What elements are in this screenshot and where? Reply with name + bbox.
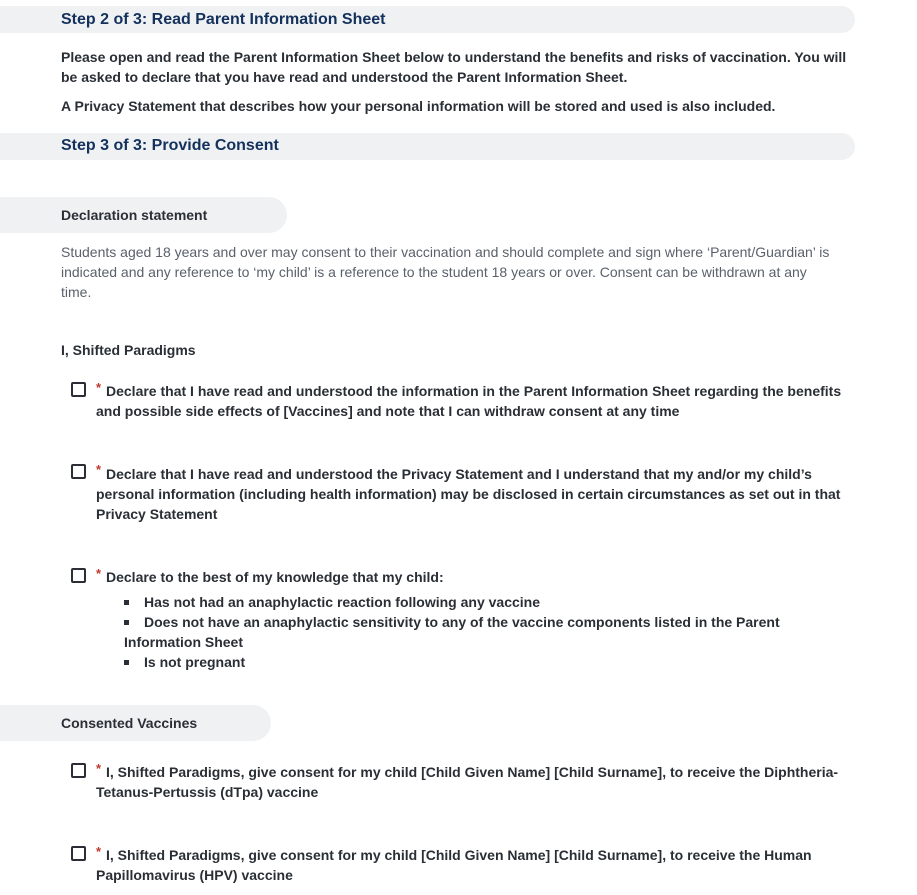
declaration-checkbox-1[interactable]	[71, 382, 86, 397]
required-asterisk: *	[96, 566, 102, 581]
child-conditions-list	[124, 592, 849, 672]
list-item: Is not pregnant	[124, 652, 849, 672]
declaration-heading: Declaration statement	[61, 207, 208, 223]
step3-title: Step 3 of 3: Provide Consent	[61, 137, 279, 154]
vaccines-heading: Consented Vaccines	[61, 715, 198, 731]
vaccine-label-dtpa: I, Shifted Paradigms, give consent for my child [Child Given Name] [Child Surname], to receive the Diphtheria-Tetanus-Pertussis (dTpa) vaccine	[96, 764, 839, 800]
declaration-checkbox-3[interactable]	[71, 568, 86, 583]
bullet-icon	[124, 620, 129, 625]
bullet-icon	[124, 660, 129, 665]
declaration-note: Students aged 18 years and over may consent to their vaccination and should complete and sign where ‘Parent/Guardian’ is indicated and any reference to ‘my child’ is a reference to the student 18 years or over. Consent can be withdrawn at any time.	[61, 244, 830, 300]
vaccine-checkbox-hpv[interactable]	[71, 846, 86, 861]
declaration-checkbox-2[interactable]	[71, 464, 86, 479]
vaccine-checkbox-dtpa[interactable]	[71, 763, 86, 778]
declaration-label-3: Declare to the best of my knowledge that my child:	[106, 569, 444, 585]
required-asterisk: *	[96, 761, 102, 776]
list-item: Does not have an anaphylactic sensitivity to any of the vaccine components listed in the Parent	[124, 612, 849, 632]
step2-instructions: Please open and read the Parent Information Sheet below to understand the benefits and risks of vaccination. You will be asked to declare that you have read and understood the Parent Information Sheet.	[61, 49, 847, 85]
step2-title: Step 2 of 3: Read Parent Information Sheet	[61, 11, 386, 28]
list-item: Has not had an anaphylactic reaction following any vaccine	[124, 592, 849, 612]
required-asterisk: *	[96, 844, 102, 859]
bullet-icon	[124, 600, 129, 605]
declaration-label-2: Declare that I have read and understood the Privacy Statement and I understand that my and/or my child’s personal information (including health information) may be disclosed in certain circumstances as set out in that Privacy Statement	[96, 466, 841, 522]
step2-privacy-note: A Privacy Statement that describes how your personal information will be stored and used is also included.	[61, 98, 776, 114]
declaration-label-1: Declare that I have read and understood the information in the Parent Information Sheet regarding the benefits and possible side effects of [Vaccines] and note that I can withdraw consent at any time	[96, 383, 842, 419]
list-item-continuation: Information Sheet	[124, 634, 244, 650]
required-asterisk: *	[96, 462, 102, 477]
signer-name: I, Shifted Paradigms	[61, 342, 196, 358]
vaccine-label-hpv: I, Shifted Paradigms, give consent for my child [Child Given Name] [Child Surname], to receive the Human Papillomavirus (HPV) vaccine	[96, 847, 812, 883]
required-asterisk: *	[96, 380, 102, 395]
